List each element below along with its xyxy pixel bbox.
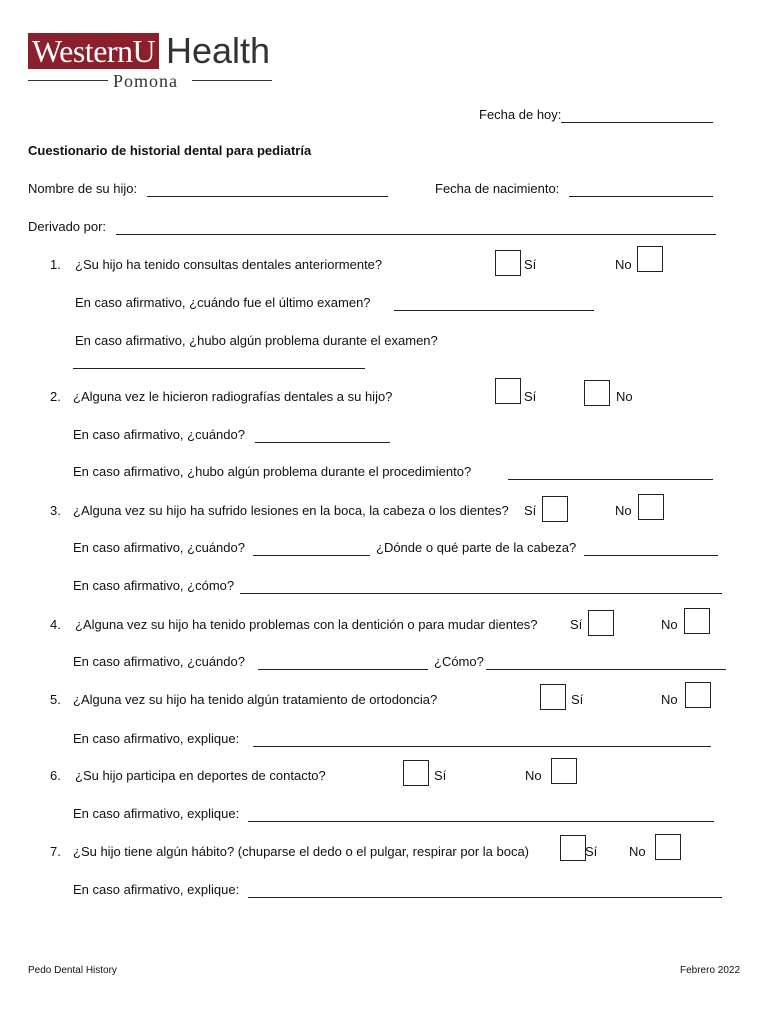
followup-label: En caso afirmativo, ¿cuándo?: [73, 654, 245, 669]
followup-label: ¿Cómo?: [434, 654, 484, 669]
question-text: ¿Su hijo ha tenido consultas dentales anteriormente?: [75, 257, 383, 272]
question-number: 5.: [50, 692, 61, 707]
date-field[interactable]: [561, 110, 713, 123]
q7-yes-checkbox[interactable]: [560, 835, 586, 861]
q4-no-checkbox[interactable]: [684, 608, 710, 634]
q7-no-checkbox[interactable]: [655, 834, 681, 860]
child-name-label: Nombre de su hijo:: [28, 181, 138, 196]
no-label: No: [615, 257, 632, 272]
no-label: No: [615, 503, 632, 518]
yes-label: Sí: [585, 844, 598, 859]
followup-label: En caso afirmativo, ¿cuándo?: [73, 540, 245, 555]
q6-yes-checkbox[interactable]: [403, 760, 429, 786]
followup-label: En caso afirmativo, ¿cómo?: [73, 578, 235, 593]
q2-when-field[interactable]: [255, 430, 390, 443]
followup-label: ¿Dónde o qué parte de la cabeza?: [376, 540, 577, 555]
no-label: No: [661, 617, 678, 632]
no-label: No: [616, 389, 633, 404]
no-label: No: [525, 768, 542, 783]
footer-right: Febrero 2022: [680, 965, 741, 976]
q1-yes-checkbox[interactable]: [495, 250, 521, 276]
child-name-field[interactable]: [147, 184, 388, 197]
q6-no-checkbox[interactable]: [551, 758, 577, 784]
q6-explain-field[interactable]: [248, 809, 714, 822]
birth-date-field[interactable]: [569, 184, 713, 197]
q7-explain-field[interactable]: [248, 885, 722, 898]
question-text: ¿Alguna vez le hicieron radiografías dentales a su hijo?: [73, 389, 393, 404]
footer-left: Pedo Dental History: [28, 965, 117, 976]
q5-explain-field[interactable]: [253, 734, 711, 747]
q5-yes-checkbox[interactable]: [540, 684, 566, 710]
logo-divider-left: [28, 80, 108, 81]
q4-yes-checkbox[interactable]: [588, 610, 614, 636]
followup-label: En caso afirmativo, explique:: [73, 806, 240, 821]
question-number: 3.: [50, 503, 61, 518]
question-number: 1.: [50, 257, 61, 272]
question-number: 7.: [50, 844, 61, 859]
health-logo-text: Health: [166, 30, 271, 71]
question-number: 6.: [50, 768, 61, 783]
logo-divider-right: [192, 80, 272, 81]
question-text: ¿Alguna vez su hijo ha sufrido lesiones en la boca, la cabeza o los dientes?: [73, 503, 509, 518]
followup-label: En caso afirmativo, ¿cuándo?: [73, 427, 245, 442]
no-label: No: [661, 692, 678, 707]
yes-label: Sí: [524, 503, 537, 518]
q1-problem-field[interactable]: [73, 356, 365, 369]
q3-how-field[interactable]: [240, 581, 722, 594]
referred-by-label: Derivado por:: [28, 219, 107, 234]
no-label: No: [629, 844, 646, 859]
q4-when-field[interactable]: [258, 657, 428, 670]
question-text: ¿Alguna vez su hijo ha tenido problemas con la dentición o para mudar dientes?: [75, 617, 538, 632]
q2-yes-checkbox[interactable]: [495, 378, 521, 404]
form-title: Cuestionario de historial dental para pediatría: [28, 143, 312, 158]
date-label: Fecha de hoy:: [479, 107, 562, 122]
question-number: 2.: [50, 389, 61, 404]
q5-no-checkbox[interactable]: [685, 682, 711, 708]
yes-label: Sí: [434, 768, 447, 783]
followup-label: En caso afirmativo, explique:: [73, 882, 240, 897]
q4-how-field[interactable]: [486, 657, 726, 670]
q3-no-checkbox[interactable]: [638, 494, 664, 520]
question-number: 4.: [50, 617, 61, 632]
q3-when-field[interactable]: [253, 543, 370, 556]
q2-problem-field[interactable]: [508, 467, 713, 480]
pomona-logo-text: Pomona: [113, 71, 179, 91]
q1-no-checkbox[interactable]: [637, 246, 663, 272]
q3-where-field[interactable]: [584, 543, 718, 556]
yes-label: Sí: [571, 692, 584, 707]
followup-label: En caso afirmativo, explique:: [73, 731, 240, 746]
yes-label: Sí: [524, 389, 537, 404]
question-text: ¿Su hijo tiene algún hábito? (chuparse el dedo o el pulgar, respirar por la boca): [73, 844, 530, 859]
question-text: ¿Su hijo participa en deportes de contacto?: [75, 768, 326, 783]
yes-label: Sí: [570, 617, 583, 632]
westernu-logo: WesternU: [28, 33, 159, 69]
followup-label: En caso afirmativo, ¿hubo algún problema durante el procedimiento?: [73, 464, 472, 479]
q2-no-checkbox[interactable]: [584, 380, 610, 406]
followup-label: En caso afirmativo, ¿hubo algún problema durante el examen?: [75, 333, 438, 348]
birth-date-label: Fecha de nacimiento:: [435, 181, 560, 196]
yes-label: Sí: [524, 257, 537, 272]
referred-by-field[interactable]: [116, 222, 716, 235]
followup-label: En caso afirmativo, ¿cuándo fue el último examen?: [75, 295, 371, 310]
q3-yes-checkbox[interactable]: [542, 496, 568, 522]
question-text: ¿Alguna vez su hijo ha tenido algún tratamiento de ortodoncia?: [73, 692, 438, 707]
q1-last-exam-field[interactable]: [394, 298, 594, 311]
